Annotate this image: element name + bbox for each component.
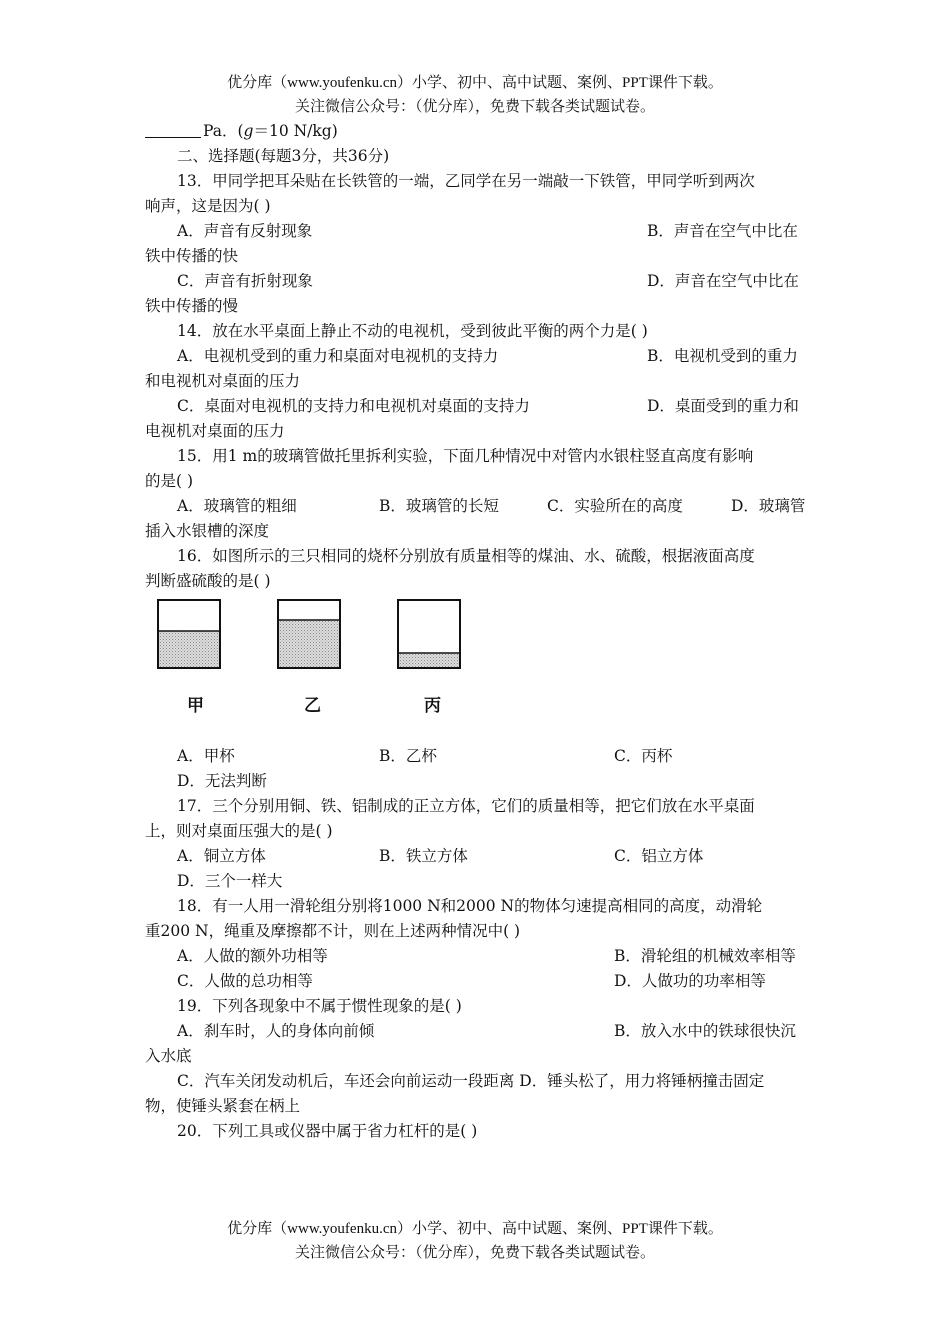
q19-option-b-cont: 入水底 xyxy=(145,1047,192,1065)
q15-option-b: B．玻璃管的长短 xyxy=(379,497,499,515)
q14-option-d: D．桌面受到的重力和 xyxy=(647,397,799,415)
q15-stem-cont: 的是( ) xyxy=(145,472,194,490)
q16-stem: 16．如图所示的三只相同的烧杯分别放有质量相等的煤油、水、硫酸，根据液面高度 xyxy=(177,547,755,565)
answer-blank xyxy=(145,120,201,138)
q13-option-b: B．声音在空气中比在 xyxy=(647,222,798,240)
header-line-1: 优分库（www.youfenku.cn）小学、初中、高中试题、案例、PPT课件下载。 xyxy=(227,75,723,91)
q19-options-cd-cont: 物，使锤头紧套在柄上 xyxy=(145,1097,301,1115)
beaker-label-jia: 甲 xyxy=(187,696,204,716)
footer-line-1: 优分库（www.youfenku.cn）小学、初中、高中试题、案例、PPT课件下载。 xyxy=(227,1221,723,1237)
q19-option-b: B．放入水中的铁球很快沉 xyxy=(614,1022,796,1040)
q14-option-c: C．桌面对电视机的支持力和电视机对桌面的支持力 xyxy=(177,397,530,415)
q14-option-a: A．电视机受到的重力和桌面对电视机的支持力 xyxy=(177,347,499,365)
q15-stem: 15．用1 m的玻璃管做托里拆利实验，下面几种情况中对管内水银柱竖直高度有影响 xyxy=(177,447,754,465)
q17-option-a: A．铜立方体 xyxy=(177,847,266,865)
q19-options-ab xyxy=(145,1019,806,1044)
q18-stem-cont: 重200 N，绳重及摩擦都不计，则在上述两种情况中( ) xyxy=(145,922,521,940)
q17-option-b: B．铁立方体 xyxy=(379,847,468,865)
q13-option-c: C．声音有折射现象 xyxy=(177,272,313,290)
page-header xyxy=(0,71,950,119)
q17-stem: 17．三个分别用铜、铁、铝制成的正立方体，它们的质量相等，把它们放在水平桌面 xyxy=(177,797,755,815)
beaker-label-bing: 丙 xyxy=(424,696,441,716)
q14-stem: 14．放在水平桌面上静止不动的电视机，受到彼此平衡的两个力是( ) xyxy=(177,322,648,340)
q15-option-a: A．玻璃管的粗细 xyxy=(177,497,297,515)
q13-stem-cont: 响声，这是因为( ) xyxy=(145,197,271,215)
beaker-liquid-0 xyxy=(158,631,220,668)
q19-stem: 19．下列各现象中不属于惯性现象的是( ) xyxy=(177,997,462,1015)
q13-option-d: D．声音在空气中比在 xyxy=(647,272,799,290)
q13-option-a: A．声音有反射现象 xyxy=(177,222,313,240)
q15-option-d-cont: 插入水银槽的深度 xyxy=(145,522,270,540)
q17-option-d: D．三个一样大 xyxy=(177,872,283,890)
footer-line-2: 关注微信公众号：（优分库），免费下载各类试题试卷。 xyxy=(294,1245,655,1261)
q14-option-b: B．电视机受到的重力 xyxy=(647,347,798,365)
q16-stem-cont: 判断盛硫酸的是( ) xyxy=(145,572,271,590)
q16-option-c: C．丙杯 xyxy=(614,747,673,765)
q16-options-abc xyxy=(145,744,806,769)
q13-stem: 13．甲同学把耳朵贴在长铁管的一端，乙同学在另一端敲一下铁管，甲同学听到两次 xyxy=(177,172,755,190)
q13-option-d-cont: 铁中传播的慢 xyxy=(145,297,239,315)
q13-options-ab xyxy=(145,219,806,244)
q14-options-ab xyxy=(145,344,806,369)
beaker-label-yi: 乙 xyxy=(304,696,321,716)
q17-stem-cont: 上，则对桌面压强大的是( ) xyxy=(145,822,333,840)
q18-option-c: C．人做的总功相等 xyxy=(177,972,313,990)
q18-option-a: A．人做的额外功相等 xyxy=(177,947,328,965)
q18-option-d: D．人做功的功率相等 xyxy=(614,972,766,990)
pressure-answer-line: Pa．(g＝10 N/kg) xyxy=(145,119,806,144)
beaker-liquid-2 xyxy=(398,653,460,668)
q17-option-c: C．铝立方体 xyxy=(614,847,704,865)
q20-stem: 20．下列工具或仪器中属于省力杠杆的是( ) xyxy=(177,1122,478,1140)
document-body xyxy=(145,119,806,1144)
q15-option-d: D．玻璃管 xyxy=(731,497,806,515)
q19-options-cd: C．汽车关闭发动机后，车还会向前运动一段距离 D．锤头松了，用力将锤柄撞击固定 xyxy=(177,1072,765,1090)
q16-option-b: B．乙杯 xyxy=(379,747,437,765)
q13-options-cd xyxy=(145,269,806,294)
header-line-2: 关注微信公众号：（优分库），免费下载各类试题试卷。 xyxy=(294,99,655,115)
section-title: 二、选择题(每题3分，共36分) xyxy=(177,147,390,165)
q19-option-a: A．刹车时，人的身体向前倾 xyxy=(177,1022,375,1040)
q13-option-b-cont: 铁中传播的快 xyxy=(145,247,239,265)
q14-option-b-cont: 和电视机对桌面的压力 xyxy=(145,372,301,390)
q14-options-cd xyxy=(145,394,806,419)
beakers-figure xyxy=(145,594,806,744)
q17-options-abc xyxy=(145,844,806,869)
q16-option-d: D．无法判断 xyxy=(177,772,267,790)
q18-options-ab xyxy=(145,944,806,969)
q15-options xyxy=(145,494,806,519)
q14-option-d-cont: 电视机对桌面的压力 xyxy=(145,422,285,440)
q15-option-c: C．实验所在的高度 xyxy=(547,497,683,515)
q18-stem: 18．有一人用一滑轮组分别将1000 N和2000 N的物体匀速提高相同的高度，动滑轮 xyxy=(177,897,763,915)
q18-options-cd xyxy=(145,969,806,994)
page-footer xyxy=(0,1217,950,1265)
q18-option-b: B．滑轮组的机械效率相等 xyxy=(614,947,796,965)
q16-option-a: A．甲杯 xyxy=(177,747,235,765)
beakers-svg xyxy=(145,594,806,744)
beaker-liquid-1 xyxy=(278,620,340,668)
